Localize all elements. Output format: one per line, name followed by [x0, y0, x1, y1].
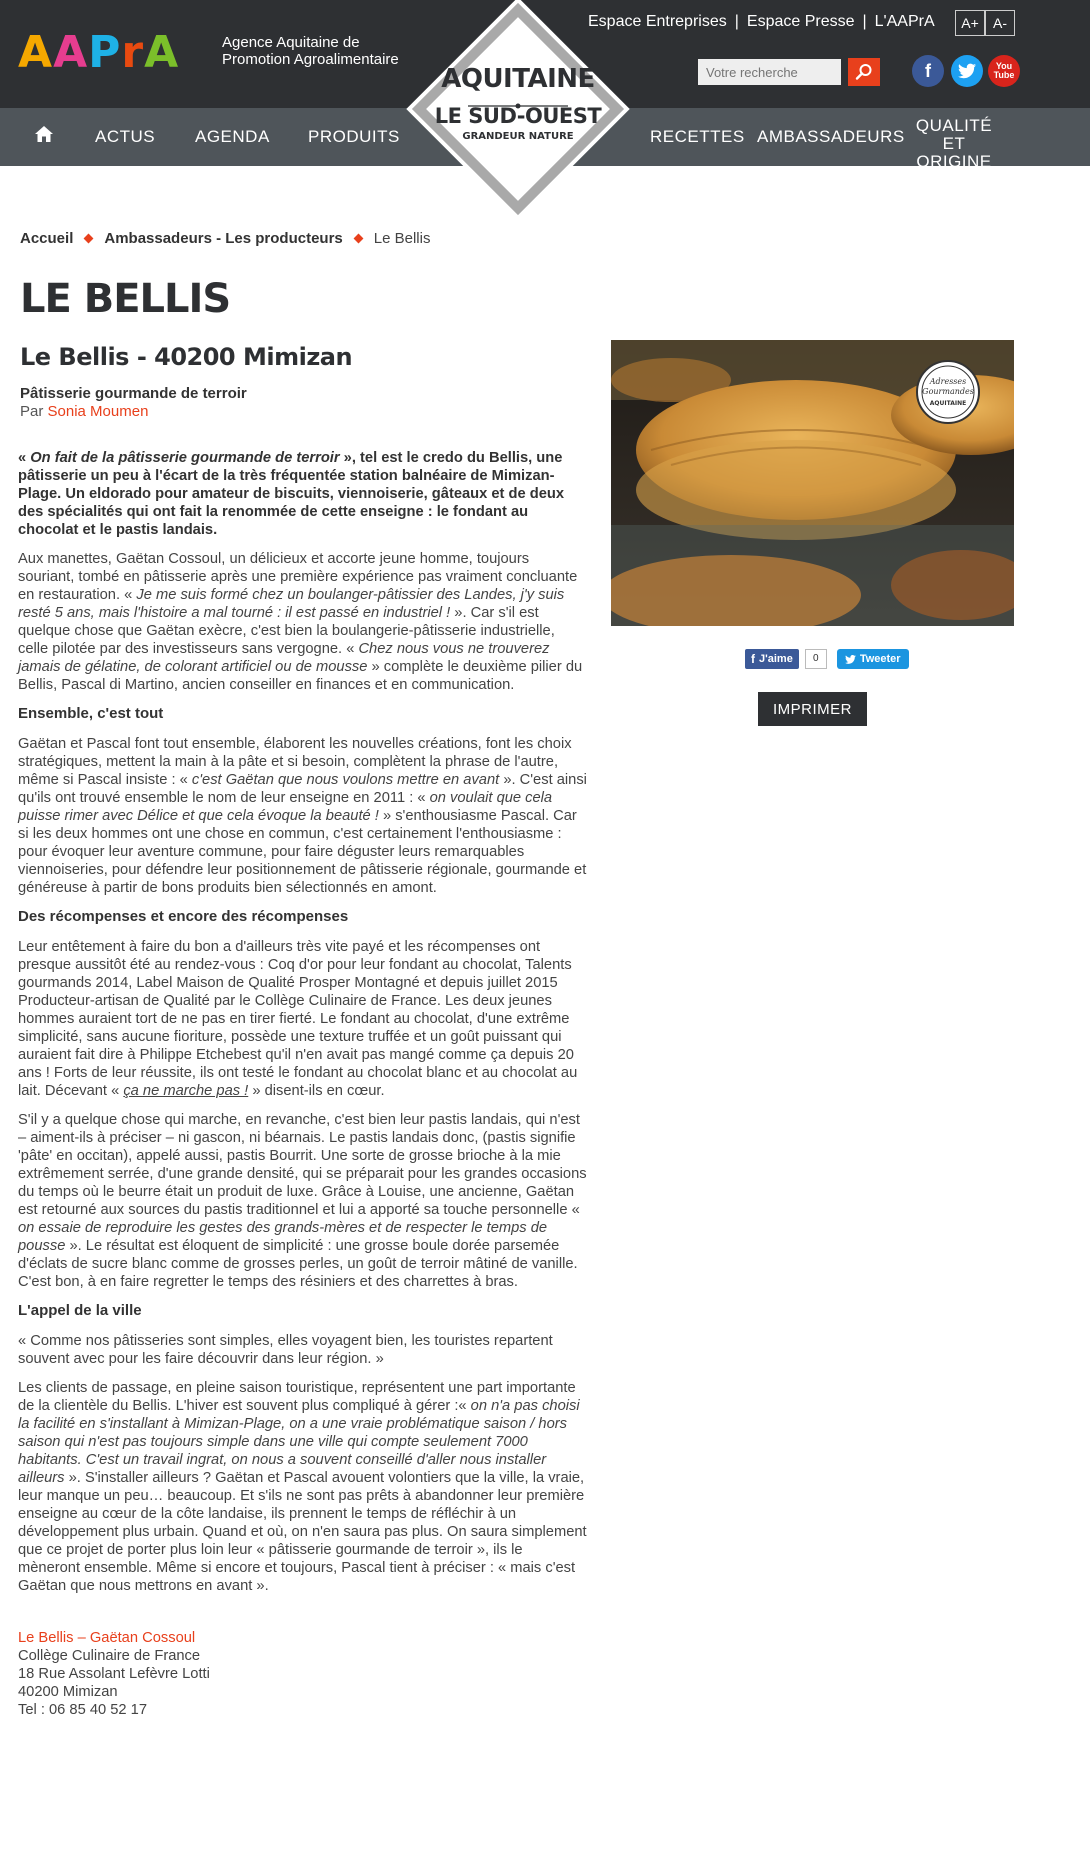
logo-letter: r: [121, 27, 145, 78]
text-run: Les clients de passage, en pleine saison touristique, représentent une part importante de la clientèle du Bellis. L'hiver est souvent plus compliqué à gérer :«: [18, 1380, 576, 1414]
text-run: Aux manettes, Gaëtan Cossoul, un délicieux et accorte jeune homme, toujours souriant, tombé en pâtisserie après une première expérience pas vraiment concluante en restauration. «: [18, 551, 578, 603]
nav-label-line: QUALITÉ: [915, 116, 993, 135]
pastry-illustration: [611, 340, 1014, 626]
twitter-bird-icon: [958, 63, 976, 79]
search-icon: [855, 63, 873, 81]
link-separator: |: [862, 13, 867, 30]
text-run: ». Car s'il est quelque chose que Gaëtan exècre, c'est bien la boulangerie-pâtisserie industrielle, celle pilotée par des investisseurs sans vergogne. «: [18, 605, 555, 657]
section-heading: Des récompenses et encore des récompenses: [18, 908, 349, 925]
tweet-button[interactable]: [837, 649, 909, 669]
text-run: ». Le résultat est éloquent de simplicité : une grosse boule dorée parsemée d'éclats de sucre blanc comme de grosses perles, un goût de terroir mâtiné de vanille. C'est bon, à en faire regretter le temps des résiniers et des charrettes à bras.: [18, 1238, 578, 1290]
text-run: » complète le deuxième pilier du Bellis, Pascal di Martino, ancien conseiller en finances et en communication.: [18, 659, 583, 693]
text-run: «: [18, 450, 31, 466]
facebook-icon[interactable]: [912, 55, 944, 87]
quote: On fait de la pâtisserie gourmande de terroir: [30, 450, 340, 466]
badge-line: AQUITAINE: [929, 400, 967, 407]
tagline-line: Promotion Agroalimentaire: [222, 51, 399, 68]
contact-street: 18 Rue Assolant Lefèvre Lotti: [18, 1666, 210, 1682]
text-run: », tel est le credo du Bellis, une pâtisserie un peu à l'écart de la très fréquentée station balnéaire de Mimizan-Plage. Un eldorado pour amateur de biscuits, viennoiserie, gâteaux et de deux des spécialités qui ont fait la renommée de cette enseigne : le fondant au chocolat et le pastis landais.: [18, 450, 565, 538]
text-run: Leur entêtement à faire du bon a d'ailleurs très vite payé et les récompenses ont presque aussitôt été au rendez-vous : Coq d'or pour leur fondant au chocolat, Talents gourmands 2014, Label Maison de Qualité Prosper Montagné et depuis juillet 2015 Producteur-artisan de Qualité par le Collège Culinaire de France. Les deux jeunes hommes auraient tort de ne pas en tirer fierté. Le fondant au chocolat, d'une extrême simplicité, sans aucune fioriture, possède une texture truffée et un goût puissant qui auraient fait dire à Philippe Etchebest qu'il n'en avait pas mangé comme ça depuis 20 ans ! Forts de leur réussite, ils ont testé le fondant au chocolat blanc et au chocolat au lait. Décevant «: [18, 939, 578, 1099]
article-paragraph: [18, 1379, 588, 1595]
nav-agenda[interactable]: AGENDA: [195, 127, 270, 146]
author-link[interactable]: Sonia Moumen: [47, 403, 149, 420]
byline-prefix: Par: [20, 403, 48, 420]
logo-letter: A: [144, 27, 180, 78]
youtube-label: You: [995, 61, 1013, 71]
article-paragraph: « Comme nos pâtisseries sont simples, elles voyagent bien, les touristes repartent souvent avec pour les faire découvrir dans leur région. »: [18, 1333, 553, 1367]
contact-phone: Tel : 06 85 40 52 17: [18, 1702, 148, 1718]
brand-sud-ouest: LE SUD-OUEST: [434, 104, 602, 128]
link-espace-entreprises[interactable]: Espace Entreprises: [588, 13, 727, 30]
search-button[interactable]: [848, 58, 880, 86]
like-count: 0: [805, 649, 827, 669]
contact-org: Collège Culinaire de France: [18, 1648, 201, 1664]
search-input[interactable]: [698, 59, 841, 85]
facebook-glyph: f: [925, 60, 931, 81]
article-paragraph: [18, 550, 588, 694]
article-kicker: Pâtisserie gourmande de terroir: [20, 385, 247, 402]
link-espace-presse[interactable]: Espace Presse: [746, 13, 855, 30]
nav-home[interactable]: [34, 125, 54, 148]
quote: Je me suis formé chez un boulanger-pâtissier des Landes, j'y suis resté 5 ans, mais l'histoire a mal tourné : il est passé en industriel !: [18, 587, 565, 621]
font-size-controls: [955, 10, 1015, 36]
breadcrumb-current: Le Bellis: [373, 230, 431, 247]
quote: ça ne marche pas !: [123, 1083, 249, 1099]
nav-produits[interactable]: PRODUITS: [308, 127, 400, 146]
quote: on essaie de reproduire les gestes des grands-mères et de respecter le temps de pousse: [18, 1220, 548, 1254]
article-paragraph: [18, 1111, 588, 1291]
page-subtitle: Le Bellis - 40200 Mimizan: [20, 343, 353, 371]
quote: on voulait que cela puisse rimer avec Délice et que cela évoque la beauté !: [18, 790, 553, 824]
text-run: » disent-ils en cœur.: [248, 1083, 385, 1099]
article-body: [18, 449, 588, 1719]
article-byline: [20, 403, 148, 420]
font-decrease-button[interactable]: A-: [985, 10, 1015, 36]
share-buttons: [745, 649, 909, 669]
contact-city: 40200 Mimizan: [18, 1684, 118, 1700]
section-heading: Ensemble, c'est tout: [18, 705, 164, 722]
article-paragraph: [18, 938, 588, 1100]
nav-qualite-origine[interactable]: [912, 117, 996, 171]
font-increase-button[interactable]: A+: [955, 10, 985, 36]
twitter-small-icon: [845, 655, 856, 664]
youtube-label: Tube: [993, 70, 1015, 80]
text-run: Gaëtan et Pascal font tout ensemble, élaborent les nouvelles créations, font les choix stratégiques, mettent la main à la pâte et si besoin, complètent la phrase de l'autre, même si Pascal insiste : «: [18, 736, 572, 788]
top-links: [588, 13, 935, 31]
facebook-like-label: J'aime: [759, 653, 793, 665]
quote: Chez nous vous ne trouverez jamais de gélatine, de colorant artificiel ou de mousse: [18, 641, 550, 675]
nav-ambassadeurs[interactable]: AMBASSADEURS: [757, 127, 905, 146]
home-icon: [34, 125, 54, 143]
page-title: LE BELLIS: [20, 276, 231, 322]
article-lead: [18, 449, 588, 539]
agency-tagline: [222, 34, 399, 68]
twitter-icon[interactable]: [951, 55, 983, 87]
link-aapra[interactable]: L'AAPrA: [874, 13, 935, 30]
facebook-like-button[interactable]: [745, 649, 799, 669]
nav-actus[interactable]: ACTUS: [95, 127, 156, 146]
youtube-icon[interactable]: [988, 55, 1020, 87]
text-run: S'il y a quelque chose qui marche, en revanche, c'est bien leur pastis landais, qui n'est – aiment-ils à préciser – ni gascon, ni béarnais. Le pastis landais donc, (pastis signifie 'pâte' en occitan), appelé aussi, pastis Bourrit. Une sorte de grosse brioche à la mie extrêmement serrée, d'une grande densité, qui se préparait pour les grandes occasions du temps où le beurre était un produit de luxe. Grâce à Louise, une ancienne, Gaëtan est retourné aux sources du pastis traditionnel et lui a apporté sa touche personnelle «: [18, 1112, 587, 1218]
nav-label-line: ET ORIGINE: [916, 134, 992, 171]
nav-recettes[interactable]: RECETTES: [650, 127, 745, 146]
tagline-line: Agence Aquitaine de: [222, 34, 360, 51]
breadcrumb: [20, 230, 430, 247]
brand-diamond[interactable]: [403, 0, 633, 224]
logo-letter: P: [88, 27, 122, 78]
badge-line: Gourmandes: [922, 387, 974, 396]
brand-grandeur-nature: GRANDEUR NATURE: [462, 131, 574, 142]
quote: on n'a pas choisi la facilité en s'installant à Mimizan-Plage, on a une vraie problématique saison / hors saison qui n'est pas toujours simple dans une ville qui compte seulement 7000 habitants. C'est un travail ingrat, on nous a souvent conseillé d'aller nous installer ailleurs: [18, 1398, 580, 1486]
breadcrumb-separator-icon: [84, 234, 94, 244]
article-paragraph: [18, 735, 588, 897]
contact-block: [18, 1629, 588, 1719]
quote: c'est Gaëtan que nous voulons mettre en avant: [191, 772, 500, 788]
brand-aquitaine: AQUITAINE: [441, 64, 595, 94]
text-run: ». S'installer ailleurs ? Gaëtan et Pascal avouent volontiers que la ville, la vraie, leur manque un peu… beaucoup. Et s'ils ne sont pas prêts à abandonner leur première enseigne au cœur de la côte landaise, ils prennent le temps de réfléchir à un développement plus urbain. Quand et où, on n'en saura pas plus. On saura simplement que ce projet de porter plus loin leur « pâtisserie gourmande de terroir », ils le mèneront ensemble. Même si encore et toujours, Pascal tient à préciser : « mais c'est Gaëtan que nous mettrons en avant ».: [18, 1470, 587, 1594]
facebook-small-icon: f: [751, 652, 755, 666]
section-heading: L'appel de la ville: [18, 1302, 142, 1319]
breadcrumb-accueil[interactable]: Accueil: [20, 230, 74, 247]
logo-letter: A: [18, 27, 54, 78]
text-run: » s'enthousiasme Pascal. Car si les deux hommes ont une chose en commun, c'est certainement l'enthousiasme : pour évoquer leur aventure commune, pour faire déguster leurs remarquables viennoiseries, pour défendre leur positionnement de pâtisserie régionale, gourmande et généreuse à partir de bons produits bien sélectionnés en amont.: [18, 808, 587, 896]
badge-line: Adresses: [929, 377, 967, 386]
contact-name: Le Bellis – Gaëtan Cossoul: [18, 1630, 196, 1646]
breadcrumb-separator-icon: [353, 234, 363, 244]
breadcrumb-ambassadeurs[interactable]: Ambassadeurs - Les producteurs: [104, 230, 343, 247]
logo-letter: A: [53, 27, 89, 78]
text-run: ». C'est ainsi qu'ils ont trouvé ensemble le nom de leur enseigne en 2011 : «: [18, 772, 587, 806]
pastry-photo: [611, 340, 1014, 626]
tweet-label: Tweeter: [859, 653, 901, 665]
link-separator: |: [734, 13, 739, 30]
aapra-logo[interactable]: [18, 28, 179, 78]
print-button[interactable]: IMPRIMER: [758, 692, 867, 726]
